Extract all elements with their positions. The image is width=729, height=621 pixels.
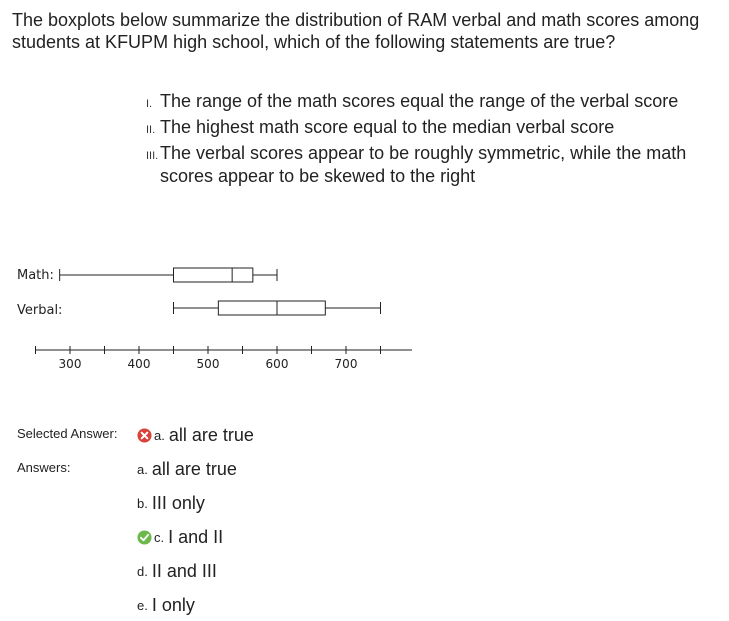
x-tick-label: 400	[127, 357, 151, 371]
answer-option-letter: a.	[137, 462, 148, 477]
answer-option-text: all are true	[151, 459, 237, 479]
answer-option-letter: c.	[154, 530, 165, 545]
math-box	[174, 268, 253, 282]
x-tick-label: 600	[265, 357, 289, 371]
statement-2-number: II.	[146, 124, 156, 136]
statement-1-text: The range of the math scores equal the range of the verbal score	[160, 91, 679, 111]
verbal-box	[218, 301, 325, 315]
answer-option-letter: b.	[137, 496, 148, 511]
correct-check-icon	[137, 530, 152, 545]
series-label-verbal: Verbal:	[17, 303, 63, 318]
answer-option-a	[137, 459, 237, 480]
answer-option-e	[137, 595, 195, 616]
statement-3-text: The verbal scores appear to be roughly symmetric, while the math scores appear to be skewed to the right	[160, 143, 687, 186]
answer-option-letter: e.	[137, 598, 148, 613]
x-tick-label: 500	[196, 357, 220, 371]
statement-3-number: III.	[146, 150, 159, 162]
statement-1	[146, 90, 706, 116]
statement-1-number: I.	[146, 98, 153, 110]
answer-option-text: III only	[151, 493, 205, 513]
answer-option-c	[137, 527, 223, 548]
selected-answer-text: all are true	[168, 425, 254, 445]
answer-option-d	[137, 561, 217, 582]
answer-option-letter: d.	[137, 564, 148, 579]
answer-option-b	[137, 493, 205, 514]
incorrect-icon	[137, 428, 152, 443]
boxplot-figure	[0, 255, 729, 375]
x-tick-label: 700	[334, 357, 358, 371]
answer-option-text: II and III	[151, 561, 217, 581]
answers-label: Answers:	[17, 460, 71, 475]
x-tick-label: 300	[58, 357, 82, 371]
series-label-math: Math:	[17, 268, 54, 283]
statement-2-text: The highest math score equal to the median verbal score	[160, 117, 615, 137]
statement-3	[146, 142, 706, 188]
answer-option-text: I only	[151, 595, 195, 615]
statement-2	[146, 116, 706, 142]
selected-answer	[137, 425, 254, 446]
answer-option-text: I and II	[168, 527, 224, 547]
selected-answer-letter: a.	[154, 428, 165, 443]
question-text: The boxplots below summarize the distribution of RAM verbal and math scores among students at KFUPM high school, which of the following statements are true?	[12, 10, 700, 52]
selected-answer-label: Selected Answer:	[17, 426, 118, 441]
statements-list	[146, 90, 706, 188]
